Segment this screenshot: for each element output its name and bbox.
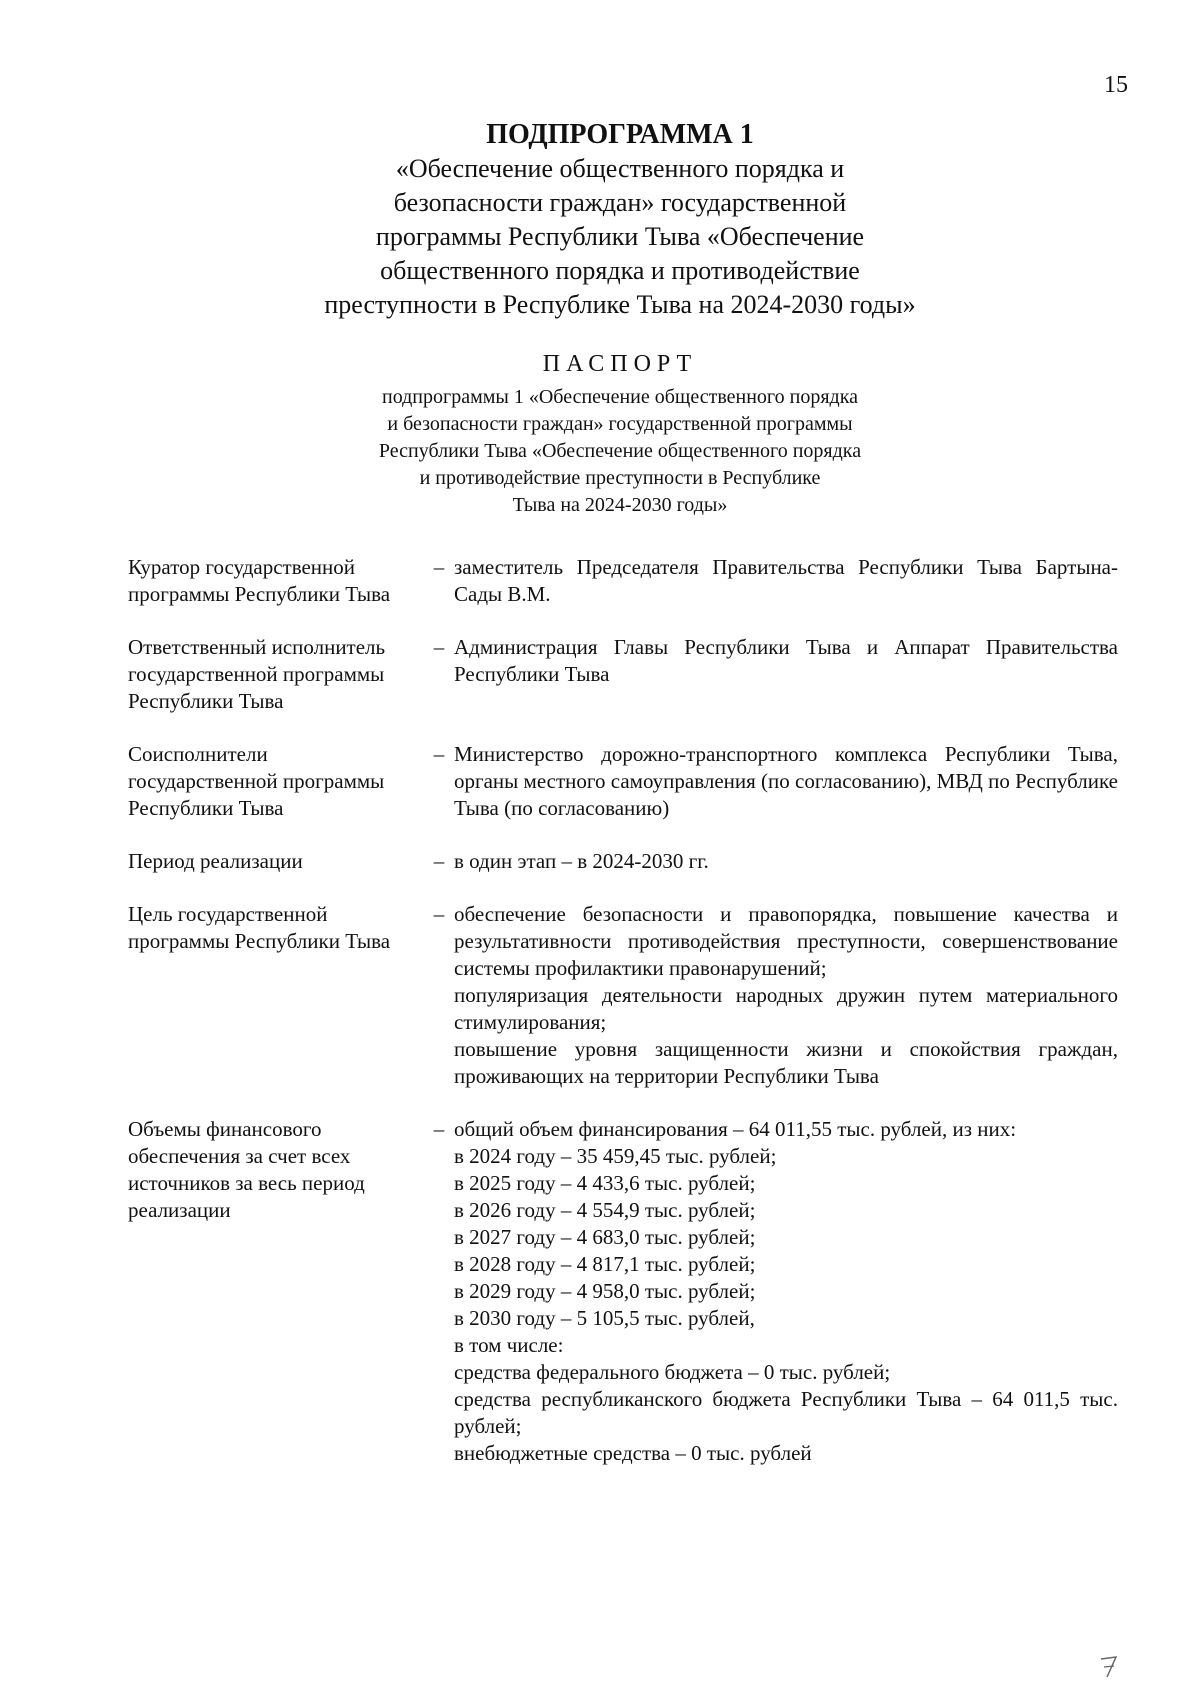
row-dash: – [433, 1117, 445, 1141]
row-label: Ответственный исполнитель государственной программы Республики Тыва [128, 635, 386, 713]
value-line: в 2024 году – 35 459,45 тыс. рублей; [454, 1144, 777, 1168]
passport-row-coexecutors [128, 741, 1128, 822]
passport-subtitle-line: подпрограммы 1 «Обеспечение общественного порядка [382, 386, 858, 408]
row-dash: – [433, 555, 445, 579]
subprogram-title-line: безопасности граждан» государственной [393, 188, 847, 217]
subprogram-title-line: программы Республики Тыва «Обеспечение [375, 222, 865, 251]
value-line: популяризация деятельности народных дружин путем материального стимулирования; [454, 983, 1118, 1034]
handwritten-mark [1098, 1653, 1120, 1685]
row-dash: – [433, 635, 445, 659]
value-line: внебюджетные средства – 0 тыс. рублей [454, 1441, 812, 1465]
passport-subtitle-line: и безопасности граждан» государственной программы [387, 413, 853, 435]
value-line: в 2030 году – 5 105,5 тыс. рублей, [454, 1306, 755, 1330]
row-value [454, 741, 1118, 822]
row-label: Объемы финансового обеспечения за счет всех источников за весь период реализации [128, 1117, 365, 1222]
row-dash: – [433, 902, 445, 926]
row-dash: – [433, 849, 445, 873]
row-value [454, 554, 1118, 608]
value-line: обеспечение безопасности и правопорядка, повышение качества и результативности противодействия преступности, совершенствование системы профилактики правонарушений; [454, 902, 1118, 980]
value-line: повышение уровня защищенности жизни и спокойствия граждан, проживающих на территории Республики Тыва [454, 1037, 1118, 1088]
value-line: заместитель Председателя Правительства Республики Тыва Бартына-Сады В.М. [454, 555, 1118, 606]
passport-block [250, 350, 990, 519]
passport-row-period [128, 848, 1128, 875]
title-block [200, 118, 1040, 322]
row-value [454, 634, 1118, 715]
row-value [454, 901, 1118, 1090]
value-line: средства республиканского бюджета Республики Тыва – 64 011,5 тыс. рублей; [454, 1387, 1118, 1438]
row-dash: – [433, 742, 445, 766]
value-line: в один этап – в 2024-2030 гг. [454, 849, 709, 873]
passport-row-goal [128, 901, 1128, 1090]
row-label: Куратор государственной программы Республики Тыва [128, 555, 391, 606]
row-label: Соисполнители государственной программы Республики Тыва [128, 742, 385, 820]
value-line: средства федерального бюджета – 0 тыс. рублей; [454, 1360, 891, 1384]
value-line: в 2027 году – 4 683,0 тыс. рублей; [454, 1225, 756, 1249]
subprogram-title-line: преступности в Республике Тыва на 2024-2030 годы» [324, 290, 916, 319]
passport-row-responsible [128, 634, 1128, 715]
subprogram-title-line: «Обеспечение общественного порядка и [395, 154, 845, 183]
passport-subtitle-line: Республики Тыва «Обеспечение общественного порядка [378, 440, 862, 462]
passport-row-financing [128, 1116, 1128, 1467]
passport-subtitle-line: Тыва на 2024-2030 годы» [512, 494, 728, 516]
row-value [454, 848, 1118, 875]
value-line: общий объем финансирования – 64 011,55 тыс. рублей, из них: [454, 1117, 1017, 1141]
handwritten-mark-glyph [1098, 1653, 1120, 1679]
row-label: Период реализации [128, 849, 303, 873]
row-label: Цель государственной программы Республики Тыва [128, 902, 391, 953]
value-line: Администрация Главы Республики Тыва и Аппарат Правительства Республики Тыва [454, 635, 1118, 686]
subprogram-title-line: общественного порядка и противодействие [380, 256, 860, 285]
value-line: в том числе: [454, 1333, 564, 1357]
subprogram-heading: ПОДПРОГРАММА 1 [486, 119, 754, 150]
page-number: 15 [1104, 72, 1128, 98]
value-line: в 2025 году – 4 433,6 тыс. рублей; [454, 1171, 756, 1195]
passport-heading: ПАСПОРТ [542, 351, 698, 377]
passport-row-curator [128, 554, 1128, 608]
passport-subtitle-line: и противодействие преступности в Республике [419, 467, 821, 489]
row-value [454, 1116, 1118, 1467]
value-line: в 2026 году – 4 554,9 тыс. рублей; [454, 1198, 756, 1222]
value-line: в 2029 году – 4 958,0 тыс. рублей; [454, 1279, 756, 1303]
value-line: в 2028 году – 4 817,1 тыс. рублей; [454, 1252, 756, 1276]
value-line: Министерство дорожно-транспортного комплекса Республики Тыва, органы местного самоуправления (по согласованию), МВД по Республике Тыва (по согласованию) [454, 742, 1118, 820]
passport-table [128, 554, 1128, 1493]
